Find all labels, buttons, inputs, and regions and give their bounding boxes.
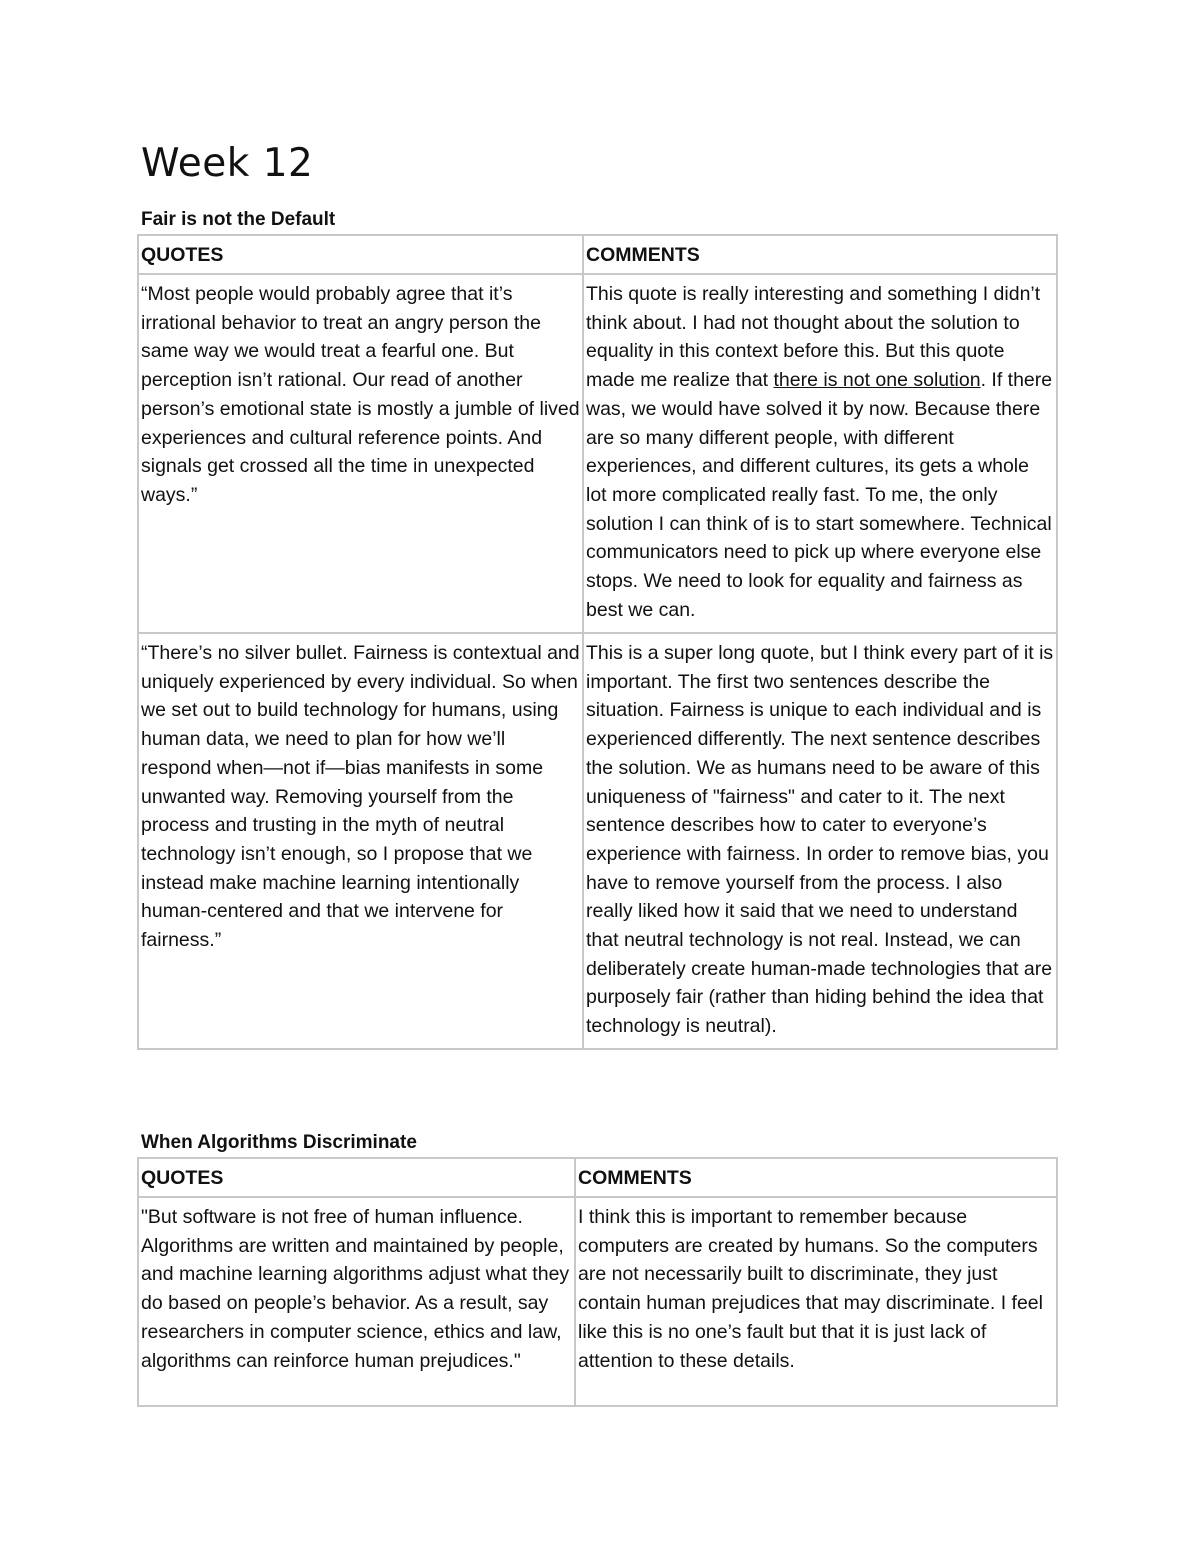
comment-text: This quote is really interesting and something I didn’t think about. I had not thought about the solution to equality in this context before this. But this quote made me realize that [586,283,1041,392]
quote-cell: “There’s no silver bullet. Fairness is contextual and uniquely experienced by every individual. So when we set out to build technology for humans, using human data, we need to plan for how we’ll respond when—not if—bias manifests in some unwanted way. Removing yourself from the process and trusting in the myth of neutral technology isn’t enough, so I propose that we instead make machine learning intentionally human-centered and that we intervene for fairness.” [138,633,583,1049]
comment-cell: This is a super long quote, but I think every part of it is important. The first two sentences describe the situation. Fairness is unique to each individual and is experienced differently. The next sentence describes the solution. We as humans need to be aware of this uniqueness of "fairness" and cater to it. The next sentence describes how to cater to everyone’s experience with fairness. In order to remove bias, you have to remove yourself from the process. I also really liked how it said that we need to understand that neutral technology is not real. Instead, we can deliberately create human-made technologies that are purposely fair (rather than hiding behind the idea that technology is neutral). [583,633,1057,1049]
comment-cell: I think this is important to remember because computers are created by humans. So the computers are not necessarily built to discriminate, they just contain human prejudices that may discriminate. I feel like this is no one’s fault but that it is just lack of attention to these details. [575,1197,1057,1406]
table-row [138,1197,1057,1406]
section-heading-when-algorithms-discriminate: When Algorithms Discriminate [141,1132,417,1153]
comment-text: . If there was, we would have solved it by now. Because there are so many different people, with different experiences, and different cultures, its gets a whole lot more complicated really fast. To me, the only solution I can think of is to start somewhere. Technical communicators need to pick up where everyone else stops. We need to look for equality and fairness as best we can. [586,369,1053,621]
column-header-quotes: QUOTES [138,1158,575,1197]
table-row [138,633,1057,1049]
section-heading-fair-is-not-the-default: Fair is not the Default [141,209,336,230]
table-header-row [138,1158,1057,1197]
table-header-row [138,235,1057,274]
quotes-comments-table-fair [137,234,1058,1050]
table-row [138,274,1057,633]
column-header-quotes: QUOTES [138,235,583,274]
quote-cell: “Most people would probably agree that it’s irrational behavior to treat an angry person the same way we would treat a fearful one. But perception isn’t rational. Our read of another person’s emotional state is mostly a jumble of lived experiences and cultural reference points. And signals get crossed all the time in unexpected ways.” [138,274,583,633]
page-title: Week 12 [141,141,314,186]
comment-cell [583,274,1057,633]
column-header-comments: COMMENTS [583,235,1057,274]
quote-cell: "But software is not free of human influence. Algorithms are written and maintained by people, and machine learning algorithms adjust what they do based on people’s behavior. As a result, say researchers in computer science, ethics and law, algorithms can reinforce human prejudices." [138,1197,575,1406]
quotes-comments-table-algorithms [137,1157,1058,1407]
column-header-comments: COMMENTS [575,1158,1057,1197]
underlined-phrase: there is not one solution [773,369,981,392]
